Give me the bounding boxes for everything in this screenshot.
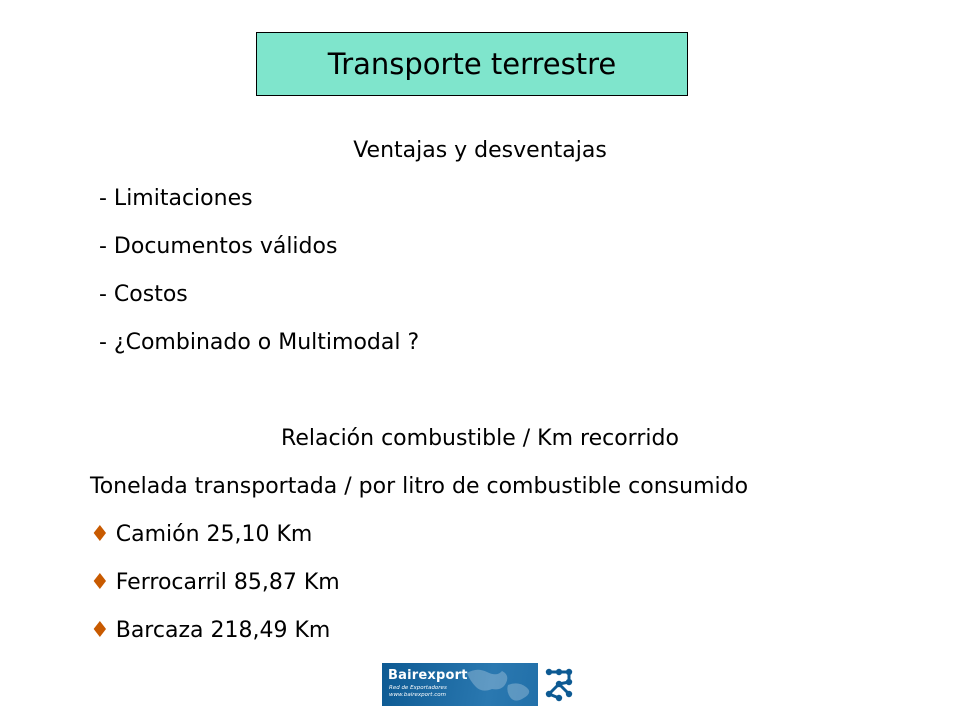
section-subheading: Tonelada transportada / por litro de combustible consumido <box>90 474 749 499</box>
network-nodes-icon <box>541 666 577 703</box>
list-item: - ¿Combinado o Multimodal ? <box>99 330 420 355</box>
list-item: - Costos <box>99 282 188 307</box>
list-item: - Documentos válidos <box>99 234 338 259</box>
section-heading-relacion: Relación combustible / Km recorrido <box>281 426 679 451</box>
logo-tagline-block <box>389 685 447 698</box>
list-item-label: Barcaza 218,49 Km <box>115 618 331 643</box>
list-item: - Limitaciones <box>99 186 253 211</box>
logo-url: www.bairexport.com <box>389 691 446 698</box>
list-item <box>90 570 340 595</box>
list-item <box>90 618 330 643</box>
diamond-bullet-icon: ♦ <box>90 570 110 595</box>
world-map-icon <box>462 663 532 706</box>
bairexport-logo <box>382 663 578 706</box>
diamond-bullet-icon: ♦ <box>90 618 110 643</box>
slide-title: Transporte terrestre <box>327 46 617 81</box>
list-item <box>90 522 312 547</box>
logo-tagline: Red de Exportadores <box>389 685 447 691</box>
section-heading-ventajas: Ventajas y desventajas <box>353 138 607 163</box>
diamond-bullet-icon: ♦ <box>90 522 110 547</box>
slide-title-box <box>256 32 688 96</box>
logo-name: Bairexport <box>388 668 468 683</box>
list-item-label: Ferrocarril 85,87 Km <box>115 570 340 595</box>
list-item-label: Camión 25,10 Km <box>115 522 313 547</box>
